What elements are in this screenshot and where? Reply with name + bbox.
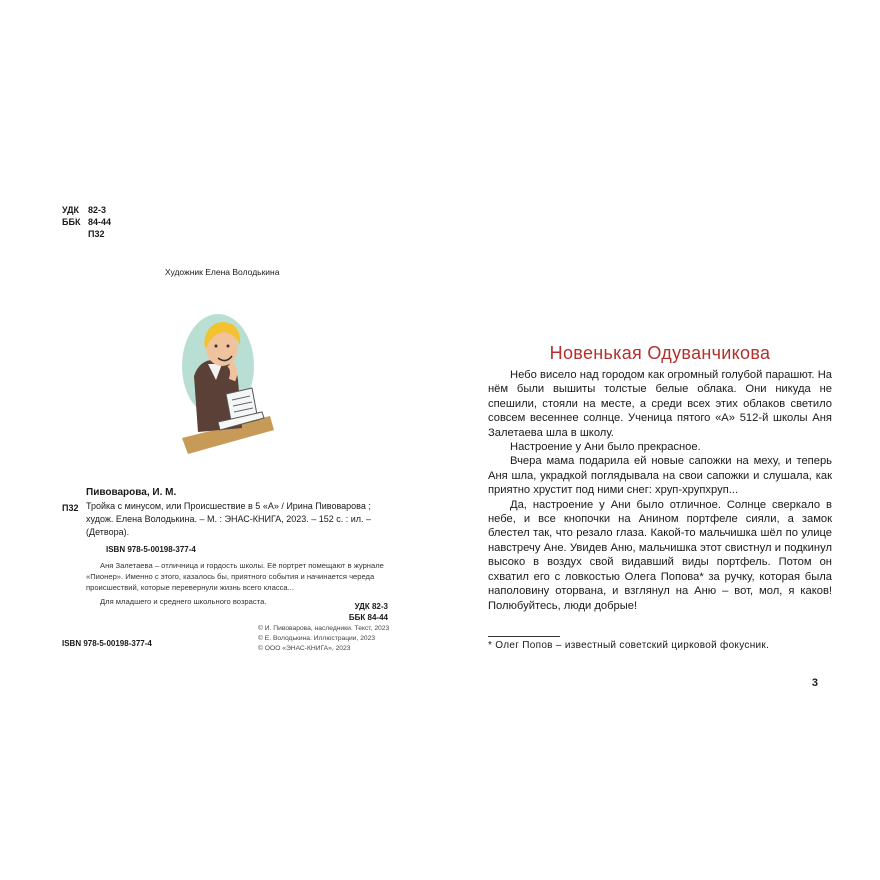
paragraph: Вчера мама подарила ей новые сапожки на меху, и теперь Аня шла, украдкой поглядывала на свои сапожки и слушала, как приятно хрустит под ними снег: хруп-хрупхруп... [488, 455, 832, 497]
boy-reading-illustration [178, 308, 274, 456]
annotation-text: Аня Залетаева – отличница и гордость школы. Её портрет помещают в журнале «Пионер». Именно с этого, казалось бы, приятного события и начинается череда происшествий, которые перевернули жизнь всего класса... [86, 561, 384, 592]
illustrator-credit: Художник Елена Володькина [165, 267, 280, 277]
udk-bbk-bottom [349, 601, 388, 623]
footnote-divider [488, 636, 560, 637]
paragraph: Небо висело над городом как огромный голубой парашют. На нём были вышиты толстые белые облака. Они никуда не спешили, стояли на месте, а среди всех этих облаков светило совсем весеннее солнце. Ученица пятого «А» 512-й школы Аня Залетаева шла в школу. [488, 369, 832, 439]
footnote: * Олег Попов – известный советский цирковой фокусник. [488, 640, 770, 651]
bbk-label: ББК [62, 217, 81, 227]
udk-value: 82-3 [88, 205, 107, 215]
isbn-bottom: ISBN 978-5-00198-377-4 [62, 639, 152, 648]
copyright-publisher: © ООО «ЭНАС-КНИГА», 2023 [258, 645, 351, 652]
author-heading: Пивоварова, И. М. [86, 487, 177, 498]
bibliographic-description: Тройка с минусом, или Происшествие в 5 «А» / Ирина Пивоварова ; худож. Елена Володькина. – М. : ЭНАС-КНИГА, 2023. – 152 с. : ил. – (Детвора). [86, 501, 372, 537]
bbk-value: 84-44 [88, 217, 112, 227]
classification-codes [62, 204, 111, 240]
author-code-marker: П32 [62, 503, 79, 513]
author-code: П32 [88, 229, 105, 239]
chapter-text [488, 368, 832, 613]
udk-label: УДК [62, 205, 80, 215]
annotation [86, 560, 388, 593]
copyright-illustrations: © Е. Володькина. Иллюстрации, 2023 [258, 635, 376, 642]
audience-note: Для младшего и среднего школьного возраста. [100, 597, 267, 606]
copyright-block [258, 624, 389, 654]
udk-bottom: УДК 82-3 [354, 602, 388, 611]
paragraph: Да, настроение у Ани было отличное. Солнце сверкало в небе, и все кнопочки на Анином портфеле сияли, а замок блестел так, что резало глаза. Какой-то мальчишка шёл по улице навстречу Ане. Увидев Аню, мальчишка этот свистнул и подкинул высоко в воздух свой видавший виды портфель. Потом он схватил его с ловкостью Олега Попова* за ручку, которая была наполовину оторвана, и взглянул на Аню – вот, мол, я каков! Полюбуйтесь, люди добрые! [488, 498, 832, 612]
page-number: 3 [811, 677, 818, 689]
paragraph: Настроение у Ани было прекрасное. [510, 441, 701, 454]
bbk-bottom: ББК 84-44 [348, 613, 388, 622]
isbn-main: ISBN 978-5-00198-377-4 [106, 545, 196, 554]
right-page [440, 0, 880, 880]
chapter-title: Новенькая Одуванчикова [549, 343, 771, 363]
copyright-text: © И. Пивоварова, наследники. Текст, 2023 [258, 625, 390, 632]
